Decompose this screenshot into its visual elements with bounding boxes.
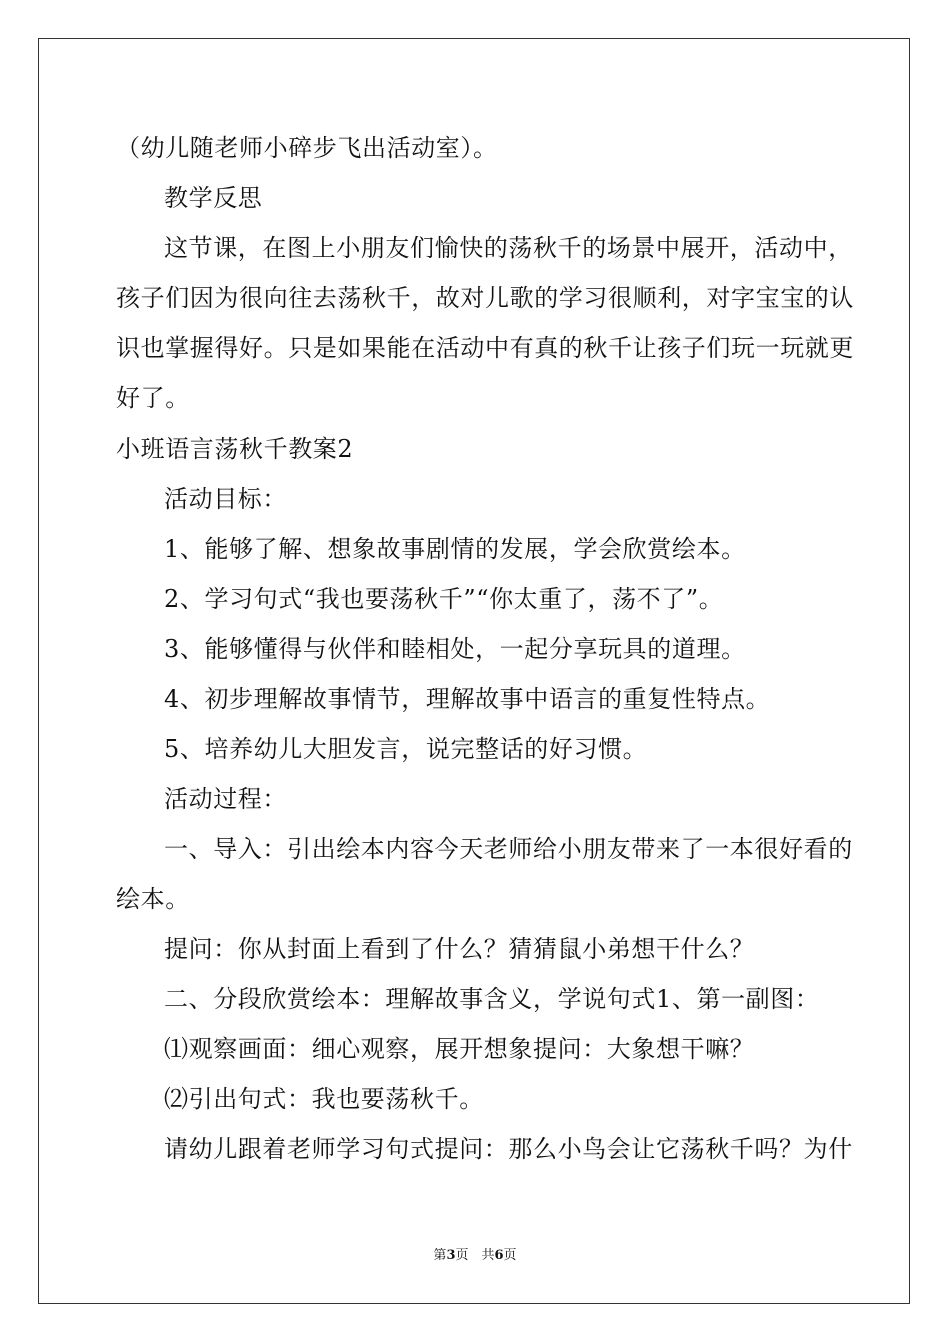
list-item: 5、培养幼儿大胆发言，说完整话的好习惯。 bbox=[164, 735, 648, 763]
text-line: 请幼儿跟着老师学习句式提问：那么小鸟会让它荡秋千吗？为什 bbox=[164, 1135, 853, 1163]
text-line: 这节课，在图上小朋友们愉快的荡秋千的场景中展开，活动中， bbox=[164, 234, 853, 262]
text-line: 提问：你从封面上看到了什么？猜猜鼠小弟想干什么？ bbox=[164, 935, 755, 963]
text-line: 教学反思 bbox=[164, 184, 263, 212]
section-heading: 小班语言荡秋千教案2 bbox=[116, 435, 354, 463]
list-item: 1、能够了解、想象故事剧情的发展，学会欣赏绘本。 bbox=[164, 535, 746, 563]
text-line: 一、导入：引出绘本内容今天老师给小朋友带来了一本很好看的 bbox=[164, 835, 853, 863]
text-line: 识也掌握得好。只是如果能在活动中有真的秋千让孩子们玩一玩就更 bbox=[116, 334, 854, 362]
list-item: 2、学习句式“我也要荡秋千”“你太重了，荡不了”。 bbox=[164, 585, 724, 613]
text-line: 好了。 bbox=[116, 384, 190, 412]
text-line: 二、分段欣赏绘本：理解故事含义，学说句式1、第一副图： bbox=[164, 985, 820, 1013]
text-line: ⑵引出句式：我也要荡秋千。 bbox=[164, 1085, 484, 1113]
total-pages-number: 6 bbox=[494, 1248, 504, 1263]
text-line: ⑴观察画面：细心观察，展开想象提问：大象想干嘛？ bbox=[164, 1035, 755, 1063]
page-footer bbox=[0, 1248, 950, 1264]
footer-prefix: 第 bbox=[433, 1248, 447, 1263]
text-line: （幼儿随老师小碎步飞出活动室）。 bbox=[116, 134, 498, 162]
footer-mid: 页 共 bbox=[455, 1248, 495, 1263]
list-item: 4、初步理解故事情节，理解故事中语言的重复性特点。 bbox=[164, 685, 771, 713]
text-line: 活动目标： bbox=[164, 485, 287, 513]
text-line: 孩子们因为很向往去荡秋千，故对儿歌的学习很顺利，对字宝宝的认 bbox=[116, 284, 854, 312]
current-page-number: 3 bbox=[446, 1248, 456, 1263]
footer-suffix: 页 bbox=[503, 1248, 517, 1263]
text-line: 绘本。 bbox=[116, 885, 190, 913]
text-line: 活动过程： bbox=[164, 785, 287, 813]
list-item: 3、能够懂得与伙伴和睦相处，一起分享玩具的道理。 bbox=[164, 635, 746, 663]
page-border bbox=[38, 38, 910, 1304]
